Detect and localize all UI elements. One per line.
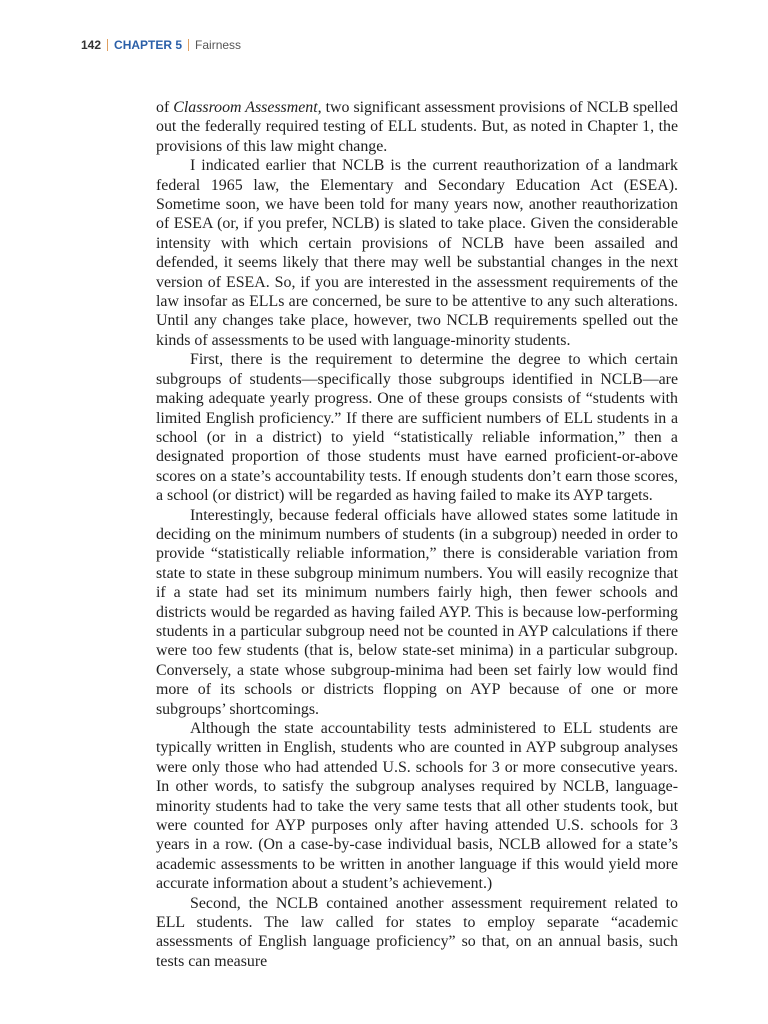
- page-number: 142: [81, 38, 102, 52]
- body-text: [156, 98, 678, 971]
- paragraph: Interestingly, because federal officials have allowed states some latitude in deciding on the minimum numbers of students (in a subgroup) needed in order to provide “statistically reliable information,” there is considerable variation from state to state in these subgroup minimum numbers. You will easily recognize that if a state had set its minimum numbers fairly high, then fewer schools and districts would be regarded as having failed AYP. This is because low-performing students in a particular subgroup need not be counted in AYP calculations if there were too few students (that is, below state-set minima) in a particular subgroup. Conversely, a state whose subgroup-minima had been set fairly low would find more of its schools or districts flopping on AYP because of one or more subgroups’ shortcomings.: [156, 506, 678, 718]
- header-divider: [188, 39, 189, 51]
- paragraph: Although the state accountability tests administered to ELL students are typically written in English, students who are counted in AYP subgroup analyses were only those who had attended U.S. schools for 3 or more consecutive years. In other words, to satisfy the subgroup analyses required by NCLB, language-minority students had to take the very same tests that all other students took, but were counted for AYP purposes only after having attended U.S. schools for 3 years in a row. (On a case-by-case individual basis, NCLB allowed for a state’s academic assessments to be written in another language if this would yield more accurate information about a student’s achievement.): [156, 720, 678, 893]
- chapter-title: Fairness: [195, 38, 242, 52]
- paragraph: First, there is the requirement to determine the degree to which certain subgroups of students—specifically those subgroups identified in NCLB—are making adequate yearly progress. One of these groups consists of “students with limited English proficiency.” If there are sufficient numbers of ELL students in a school (or in a district) to yield “statistically reliable information,” then a designated proportion of those students must have earned proficient-or-above scores on a state’s accountability tests. If enough students don’t earn those scores, a school (or district) will be regarded as having failed to make its AYP targets.: [156, 351, 678, 505]
- book-title-emphasis: Classroom Assessment,: [173, 99, 322, 116]
- header-divider: [107, 39, 108, 51]
- paragraph: I indicated earlier that NCLB is the current reauthorization of a landmark federal 1965 law, the Elementary and Secondary Education Act (ESEA). Sometime soon, we have been told for many years now, another reauthorization of ESEA (or, if you prefer, NCLB) is slated to take place. Given the considerable intensity with which certain provisions of NCLB have been assailed and defended, it seems likely that there may well be substantial changes in the next version of ESEA. So, if you are interested in the assessment requirements of the law insofar as ELLs are concerned, be sure to be attentive to any such alterations. Until any changes take place, however, two NCLB requirements spelled out the kinds of assessments to be used with language-minority students.: [156, 157, 678, 349]
- paragraph: Second, the NCLB contained another assessment requirement related to ELL students. The law called for states to employ separate “academic assessments of English language proficiency” so that, on an annual basis, such tests can measure: [156, 894, 678, 970]
- chapter-label: CHAPTER 5: [114, 38, 183, 52]
- paragraph: of Classroom Assessment, two significant assessment provisions of NCLB spelled out the federally required testing of ELL students. But, as noted in Chapter 1, the provisions of this law might change.: [156, 99, 678, 155]
- running-head: [81, 38, 241, 52]
